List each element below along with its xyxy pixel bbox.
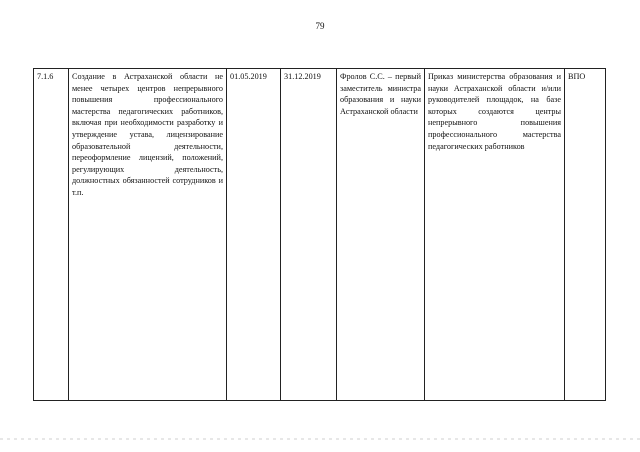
responsible-person: Фролов С.С. – первый заместитель министра образования и науки Астраханской области [337, 69, 425, 401]
scan-artifact-line [0, 438, 640, 440]
result-form: ВПО [565, 69, 606, 401]
start-date: 01.05.2019 [227, 69, 281, 401]
table-row [34, 69, 606, 401]
item-code: 7.1.6 [34, 69, 69, 401]
activity-description: Создание в Астраханской области не менее четырех центров непрерывного повышения профессионального мастерства педагогических работников, включая при необходимости разработку и утверждение устава, лицензирование образовательной деятельности, переоформление лицензий, положений, регулирующих деятельность, должностных обязанностей сотрудников и т.п. [69, 69, 227, 401]
end-date: 31.12.2019 [281, 69, 337, 401]
activity-table [33, 68, 606, 401]
page-number: 79 [315, 21, 325, 31]
result-document: Приказ министерства образования и науки Астраханской области и/или руководителей площадок, на базе которых создаются центры непрерывного повышения профессионального мастерства педагогических работников [425, 69, 565, 401]
